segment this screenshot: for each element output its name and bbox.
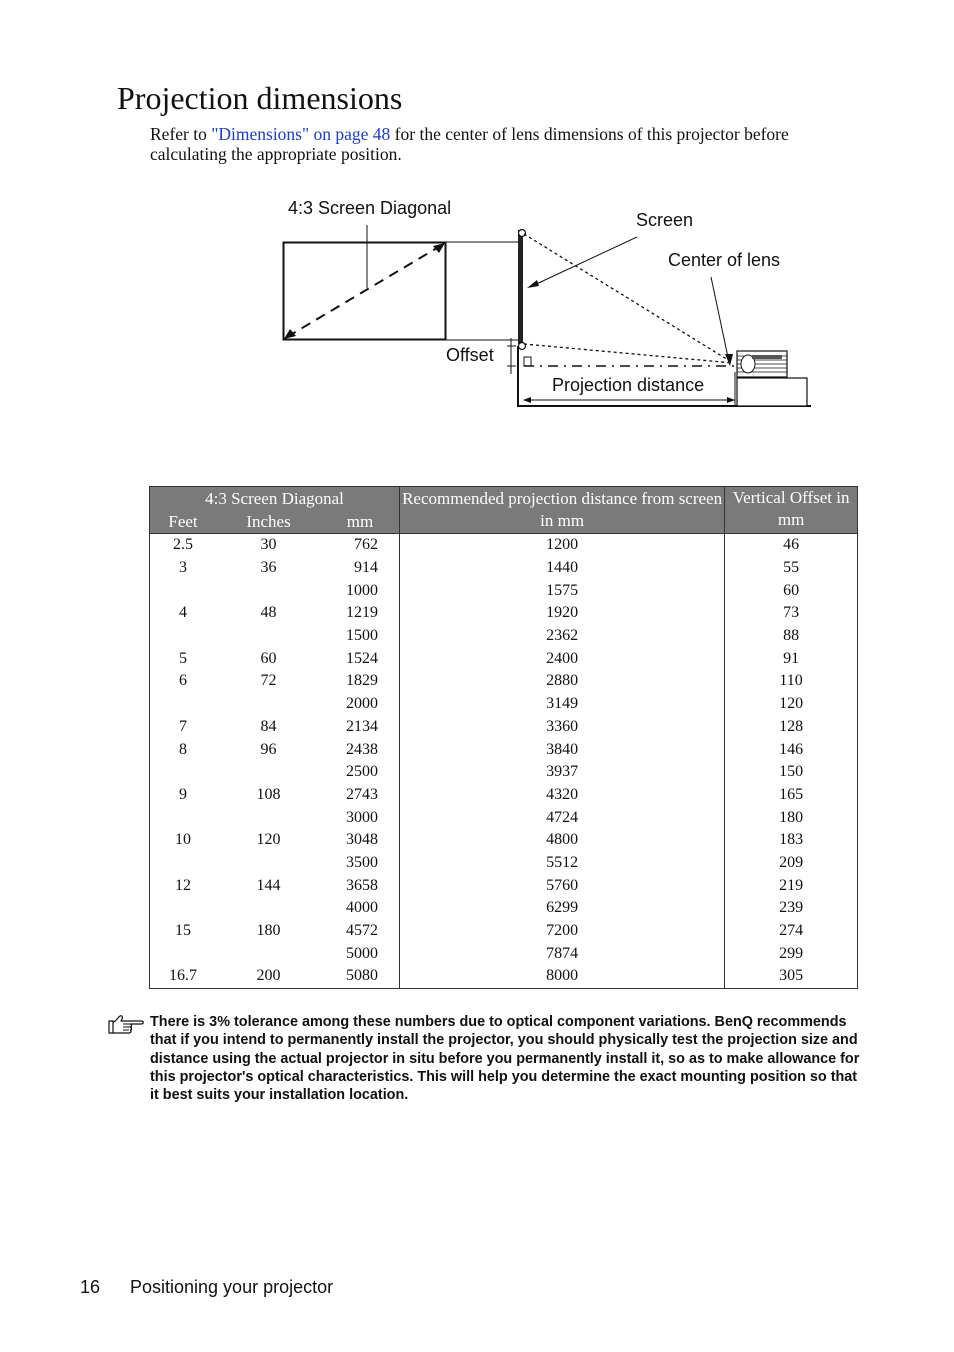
table-row	[150, 806, 858, 829]
offset-cell: 88	[725, 625, 858, 648]
projection-distance-label: Projection distance	[552, 375, 705, 395]
feet-cell: 5	[150, 647, 217, 670]
inches-cell	[216, 852, 321, 875]
mm-cell: 3048	[346, 831, 378, 849]
mm-cell: 762	[321, 534, 400, 557]
projector-icon	[737, 351, 787, 377]
mm-cell: 2438	[346, 740, 378, 758]
intro-text-before: Refer to	[150, 124, 212, 144]
table-row	[150, 829, 858, 852]
inches-cell	[216, 897, 321, 920]
center-of-lens-label: Center of lens	[668, 250, 781, 270]
inches-cell: 180	[256, 922, 281, 940]
offset-cell: 120	[725, 693, 858, 716]
feet-cell	[150, 761, 217, 784]
mm-cell: 3500	[346, 853, 378, 871]
offset-cell: 299	[725, 942, 858, 965]
feet-cell: 10	[150, 829, 217, 852]
offset-cell: 183	[725, 829, 858, 852]
mm-cell: 2134	[346, 717, 378, 735]
mm-cell: 3658	[346, 876, 378, 894]
projection-ray-bottom	[524, 344, 733, 363]
feet-cell: 16.7	[150, 965, 217, 988]
distance-cell: 4320	[400, 784, 725, 807]
mm-cell: 2000	[346, 695, 378, 713]
offset-cell: 73	[725, 602, 858, 625]
table-row	[150, 625, 858, 648]
mm-cell: 1829	[346, 672, 378, 690]
diagonal-arrow-top	[433, 243, 445, 253]
center-of-lens-leader	[711, 277, 729, 362]
table-row	[150, 693, 858, 716]
inches-cell: 200	[216, 965, 321, 988]
distance-cell: 1575	[400, 579, 725, 602]
distance-cell: 1200	[400, 534, 725, 557]
inches-header: Inches	[216, 510, 321, 534]
table-row	[150, 761, 858, 784]
table-row	[150, 738, 858, 761]
dimensions-link[interactable]: "Dimensions" on page 48	[211, 124, 391, 144]
inches-cell	[216, 579, 321, 602]
feet-cell	[150, 806, 217, 829]
inches-cell: 60	[260, 649, 277, 667]
screen-diagonal-header: 4:3 Screen Diagonal	[150, 487, 400, 511]
offset-cell: 146	[725, 738, 858, 761]
distance-cell: 3360	[400, 716, 725, 739]
diagonal-dashed-line	[287, 245, 442, 337]
feet-cell: 9	[150, 784, 217, 807]
mm-cell: 2743	[346, 785, 378, 803]
note-text: There is 3% tolerance among these numbers due to optical component variations. BenQ recommends that if you intend to permanently install the projector, you should physically test the projection size and distance using the actual projector in situ before you permanently install it, so as to make allowance for this projector's optical characteristics. This will help you determine the exact mounting position so that it best suits your installation location.	[150, 1014, 860, 1104]
screen-top-marker	[519, 230, 526, 237]
table-row	[150, 920, 858, 943]
distance-cell: 2880	[400, 670, 725, 693]
feet-cell: 12	[150, 874, 217, 897]
distance-cell: 4800	[400, 829, 725, 852]
feet-cell: 6	[150, 670, 217, 693]
inches-cell	[216, 693, 321, 716]
inches-cell: 72	[260, 672, 277, 690]
mm-cell: 914	[354, 559, 378, 577]
offset-header: Vertical Offset in mm	[725, 487, 858, 534]
table-row	[150, 579, 858, 602]
distance-cell: 1440	[400, 557, 725, 580]
projector-stand	[737, 378, 807, 406]
screen-diagonal-label: 4:3 Screen Diagonal	[288, 198, 452, 218]
inches-cell: 120	[256, 831, 281, 849]
mm-cell: 3000	[346, 808, 378, 826]
offset-cell: 219	[725, 874, 858, 897]
screen-label: Screen	[636, 210, 694, 230]
feet-cell: 15	[150, 920, 217, 943]
mm-cell: 2500	[346, 763, 378, 781]
feet-cell: 4	[150, 602, 217, 625]
distance-cell: 7874	[400, 942, 725, 965]
table-row	[150, 716, 858, 739]
offset-cell: 239	[725, 897, 858, 920]
distance-cell: 1920	[400, 602, 725, 625]
feet-cell	[150, 625, 217, 648]
table-row	[150, 965, 858, 988]
offset-cell: 55	[725, 557, 858, 580]
page-title: Projection dimensions	[117, 80, 403, 116]
mm-cell: 1500	[346, 627, 378, 645]
mm-header: mm	[321, 510, 400, 534]
offset-label: Offset	[446, 345, 494, 365]
mm-cell: 4000	[346, 899, 378, 917]
diagonal-arrow-bottom	[284, 329, 296, 339]
feet-cell	[150, 579, 217, 602]
inches-cell: 108	[256, 785, 281, 803]
table-row	[150, 874, 858, 897]
table-row	[150, 534, 858, 557]
page-number: 16	[80, 1277, 101, 1297]
inches-cell: 84	[260, 717, 277, 735]
mm-cell: 5000	[346, 944, 378, 962]
intro-text-after: for the center of lens dimensions of this projector before calculating the appropriate position.	[150, 124, 789, 164]
screen-shape	[518, 230, 523, 344]
offset-cell: 60	[725, 579, 858, 602]
distance-cell: 7200	[400, 920, 725, 943]
inches-cell: 48	[260, 604, 277, 622]
projection-diagram	[0, 0, 954, 440]
section-title: Positioning your projector	[130, 1277, 334, 1297]
distance-cell: 3149	[400, 693, 725, 716]
projection-table	[149, 486, 858, 989]
table-row	[150, 942, 858, 965]
mm-cell: 4572	[346, 922, 378, 940]
offset-cell: 128	[725, 716, 858, 739]
table-row	[150, 647, 858, 670]
distance-cell: 2400	[400, 647, 725, 670]
offset-cell: 209	[725, 852, 858, 875]
inches-cell	[216, 806, 321, 829]
table-row	[150, 897, 858, 920]
offset-cell: 46	[725, 534, 858, 557]
feet-cell: 8	[150, 738, 217, 761]
distance-cell: 5512	[400, 852, 725, 875]
distance-cell: 3937	[400, 761, 725, 784]
note-hand-icon	[108, 1014, 146, 1036]
inches-cell: 36	[260, 559, 277, 577]
distance-cell: 5760	[400, 874, 725, 897]
table-row	[150, 852, 858, 875]
feet-cell	[150, 693, 217, 716]
table-body	[150, 534, 858, 989]
distance-cell: 2362	[400, 625, 725, 648]
distance-header: Recommended projection distance from screen in mm	[400, 487, 725, 534]
feet-cell: 2.5	[150, 534, 217, 557]
inches-cell	[216, 761, 321, 784]
feet-cell	[150, 852, 217, 875]
distance-cell: 6299	[400, 897, 725, 920]
offset-cell: 305	[725, 965, 858, 988]
offset-cell: 180	[725, 806, 858, 829]
feet-cell: 3	[150, 557, 217, 580]
screen-leader	[530, 237, 637, 287]
distance-cell: 4724	[400, 806, 725, 829]
feet-cell	[150, 942, 217, 965]
feet-cell: 7	[150, 716, 217, 739]
offset-cell: 91	[725, 647, 858, 670]
page-footer	[80, 1277, 333, 1298]
inches-cell	[216, 942, 321, 965]
inches-cell: 30	[216, 534, 321, 557]
mm-cell: 1524	[346, 649, 378, 667]
table-row	[150, 784, 858, 807]
mm-cell: 1000	[346, 581, 378, 599]
inches-cell	[216, 625, 321, 648]
table-row	[150, 670, 858, 693]
table-row	[150, 557, 858, 580]
offset-cell: 274	[725, 920, 858, 943]
inches-cell: 144	[256, 876, 281, 894]
table-row	[150, 602, 858, 625]
feet-header: Feet	[150, 510, 217, 534]
mm-cell: 1219	[346, 604, 378, 622]
offset-cell: 165	[725, 784, 858, 807]
offset-cell: 150	[725, 761, 858, 784]
distance-cell: 8000	[400, 965, 725, 988]
mm-cell: 5080	[321, 965, 400, 988]
distance-cell: 3840	[400, 738, 725, 761]
feet-cell	[150, 897, 217, 920]
offset-cell: 110	[725, 670, 858, 693]
inches-cell: 96	[260, 740, 277, 758]
